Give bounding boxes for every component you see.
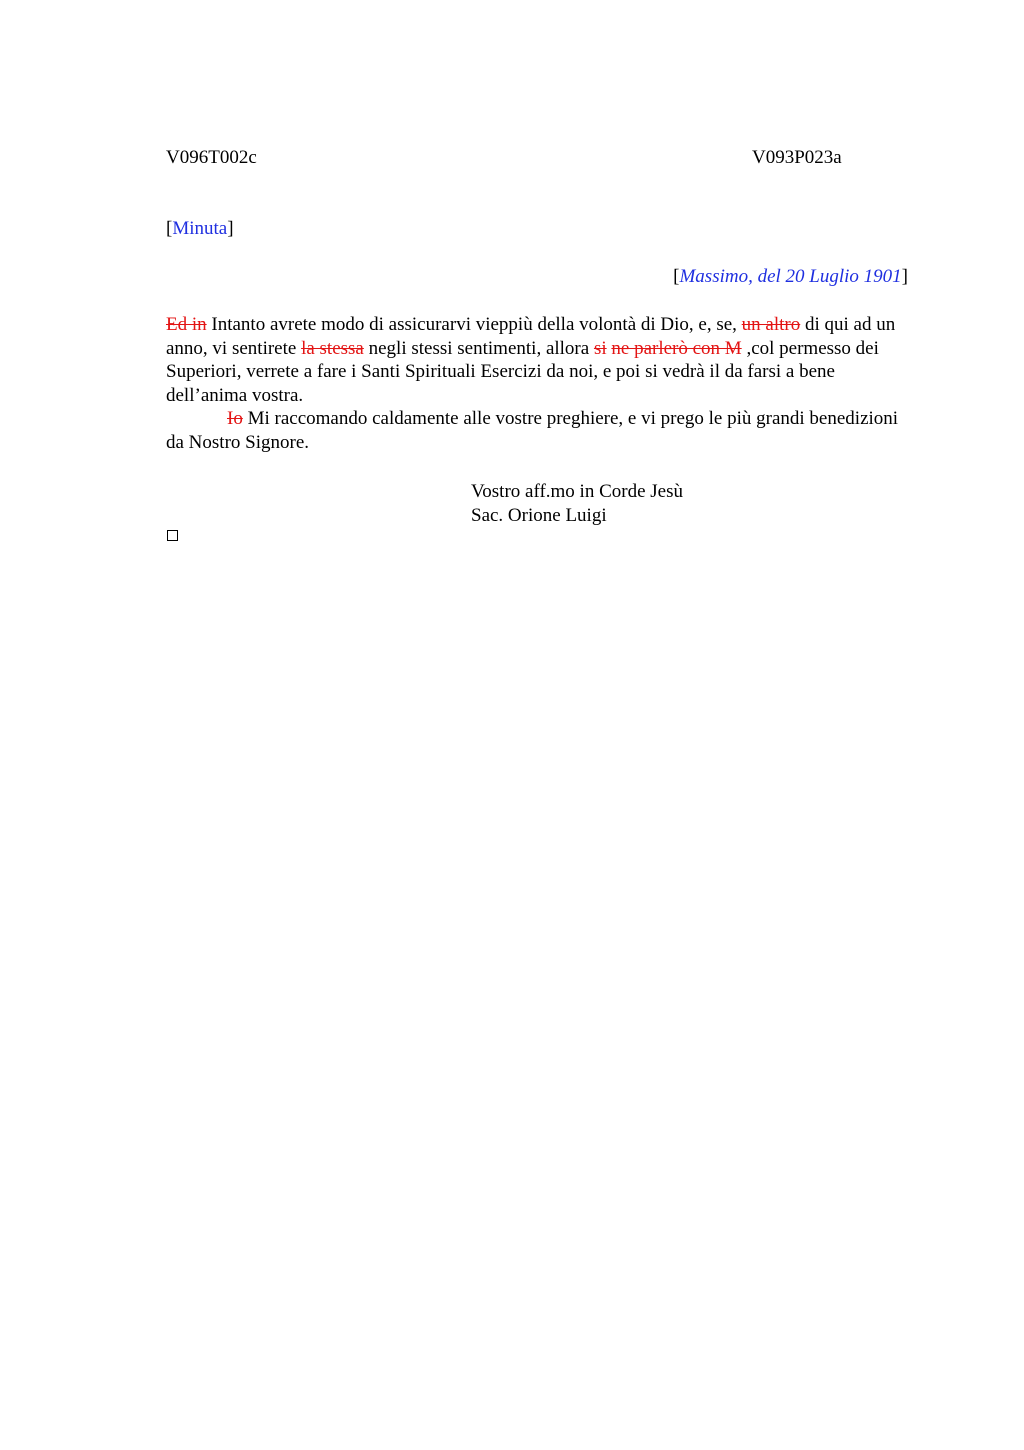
letter-closing xyxy=(471,480,683,527)
deleted-text: si xyxy=(593,337,607,359)
deleted-text: la stessa xyxy=(301,337,364,359)
paragraph-2 xyxy=(166,407,910,454)
minuta-note xyxy=(166,218,234,240)
deleted-text: un altro xyxy=(741,314,801,335)
body-text: ,col permesso dei Superiori, verrete a fare i Santi Spirituali Esercizi da noi, e poi si vedrà il da farsi a bene dell’anima vostra. xyxy=(166,337,879,406)
body-text: Mi raccomando caldamente alle vostre preghiere, e vi prego le più grandi benedizioni da Nostro Signore. xyxy=(166,408,899,453)
bracket-open: [ xyxy=(673,266,680,287)
bracket-close: ] xyxy=(227,218,234,239)
bracket-open: [ xyxy=(166,218,173,239)
bracket-close: ] xyxy=(901,266,908,287)
document-code-right: V093P023a xyxy=(752,147,842,168)
paragraph-1 xyxy=(166,313,910,407)
body-text: di qui ad un anno, vi sentirete xyxy=(166,314,896,359)
body-text: Intanto avrete modo di assicurarvi vieppiù della volontà di Dio, e, se, xyxy=(206,314,742,335)
document-code-left: V096T002c xyxy=(166,147,257,168)
body-text: negli stessi sentimenti, allora xyxy=(363,337,594,359)
letter-body xyxy=(166,313,910,455)
end-marker-square-icon xyxy=(167,530,178,541)
place-date-line xyxy=(673,266,908,288)
signature: Sac. Orione Luigi xyxy=(471,504,607,526)
deleted-text: Ed in xyxy=(166,314,207,335)
place-date-text: Massimo, del 20 Luglio 1901 xyxy=(679,266,902,287)
closing-salutation: Vostro aff.mo in Corde Jesù xyxy=(471,481,683,502)
minuta-label: Minuta xyxy=(172,218,228,239)
deleted-text: ne parlerò con M xyxy=(611,337,742,359)
deleted-text: Io xyxy=(227,408,243,430)
